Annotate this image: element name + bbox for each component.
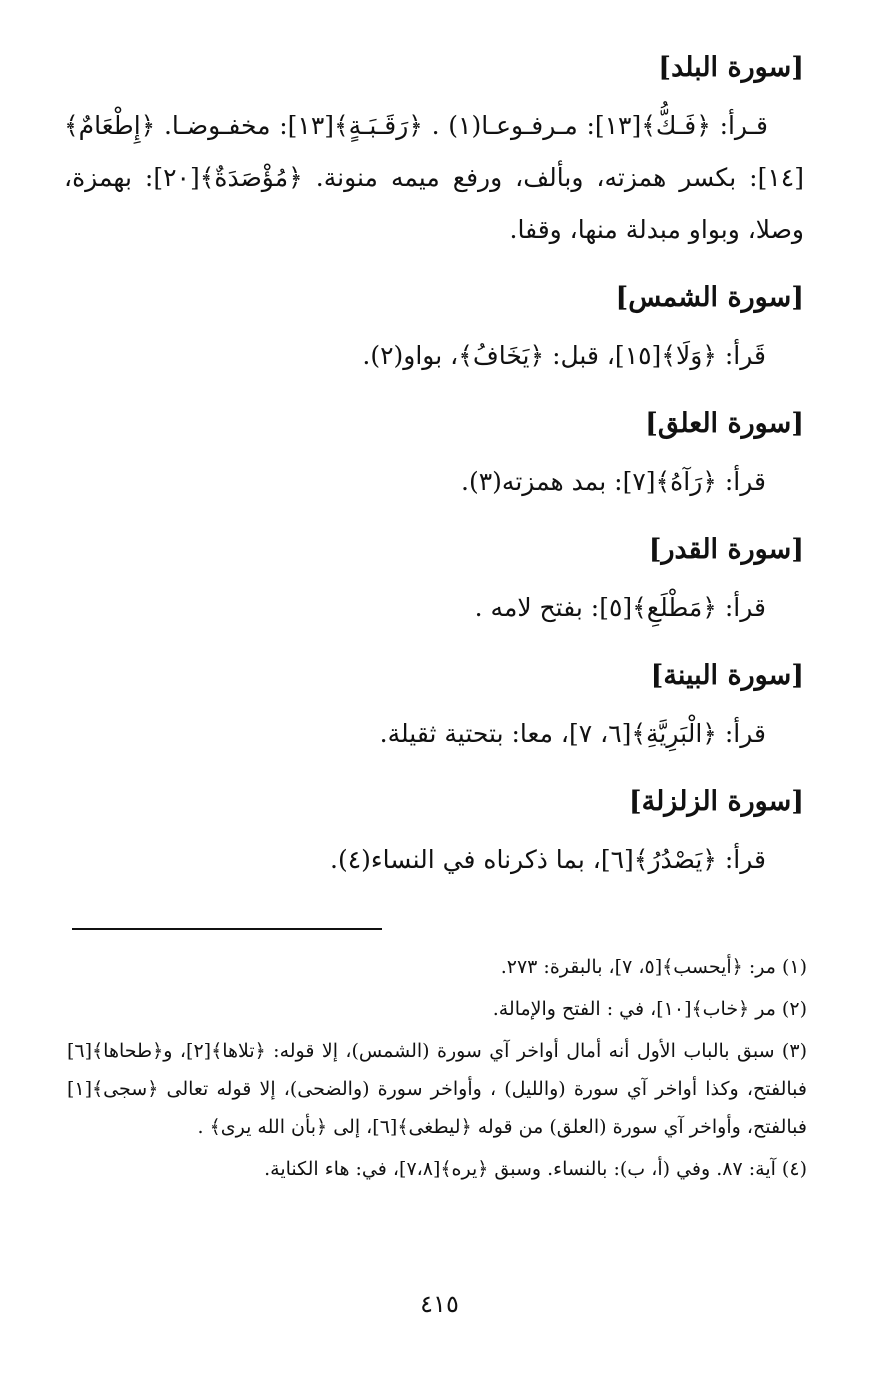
surah-title: [سورة البينة]	[650, 660, 804, 691]
surah-title: [سورة العلق]	[645, 408, 804, 439]
surah-title: [سورة القدر]	[648, 534, 804, 565]
footnote: (٢) مر ﴿خاب﴾[١٠]، في : الفتح والإمالة.	[492, 998, 807, 1020]
footnotes	[67, 948, 807, 1192]
surah-body: قرأ: ﴿يَصْدُرُ﴾[٦]، بما ذكرناه في النساء(٤).	[330, 845, 766, 874]
surah-body: قرأ: ﴿رَآهُ﴾[٧]: بمد همزته(٣).	[461, 467, 766, 496]
surah-body: قَرأ: ﴿وَلَا﴾[١٥]، قبل: ﴿يَخَافُ﴾، بواو(٢).	[362, 341, 766, 370]
surah-body: قرأ: ﴿مَطْلَعِ﴾[٥]: بفتح لامه .	[474, 593, 766, 622]
surah-title: [سورة البلد]	[658, 52, 804, 83]
footnote: (١) مر: ﴿أيحسب﴾[٥، ٧]، بالبقرة: ٢٧٣.	[500, 956, 807, 978]
surah-section	[64, 782, 804, 886]
surah-section	[64, 48, 804, 256]
surah-body: قـرأ: ﴿فَـكُّ﴾[١٣]: مـرفـوعـا(١) . ﴿رَقَـبَـةٍ﴾[١٣]: مخفـوضـا. ﴿إِطْعَامٌ﴾[١٤]: بكسر همزته، وبألف، ورفع ميمه منونة. ﴿مُؤْصَدَةٌ﴾[٢٠]: بهمزة، وصلا، وبواو مبدلة منها، وقفا.	[64, 111, 804, 244]
footnote-separator	[72, 928, 382, 930]
surah-section	[64, 404, 804, 508]
surah-title: [سورة الزلزلة]	[628, 786, 804, 817]
surah-section	[64, 278, 804, 382]
footnote: (٤) آية: ٨٧. وفي (أ، ب): بالنساء. وسبق ﴿يره﴾[٧،٨]، في: هاء الكناية.	[264, 1158, 807, 1180]
footnote: (٣) سبق بالباب الأول أنه أمال أواخر آي سورة (الشمس)، إلا قوله: ﴿تلاها﴾[٢]، و﴿طحاها﴾[٦] فبالفتح، وكذا أواخر آي سورة (والليل) ، وأواخر سورة (والضحى)، إلا قوله تعالى ﴿سجى﴾[١] فبالفتح، وأواخر آي سورة (العلق) من قوله ﴿ليطغى﴾[٦]، إلى ﴿بأن الله يرى﴾ .	[67, 1040, 807, 1138]
surah-section	[64, 656, 804, 760]
main-text	[64, 48, 804, 908]
surah-title: [سورة الشمس]	[615, 282, 804, 313]
surah-body: قرأ: ﴿الْبَرِيَّةِ﴾[٦، ٧]، معا: بتحتية ثقيلة.	[379, 719, 766, 748]
page-number: ٤١٥	[420, 1290, 459, 1318]
surah-section	[64, 530, 804, 634]
